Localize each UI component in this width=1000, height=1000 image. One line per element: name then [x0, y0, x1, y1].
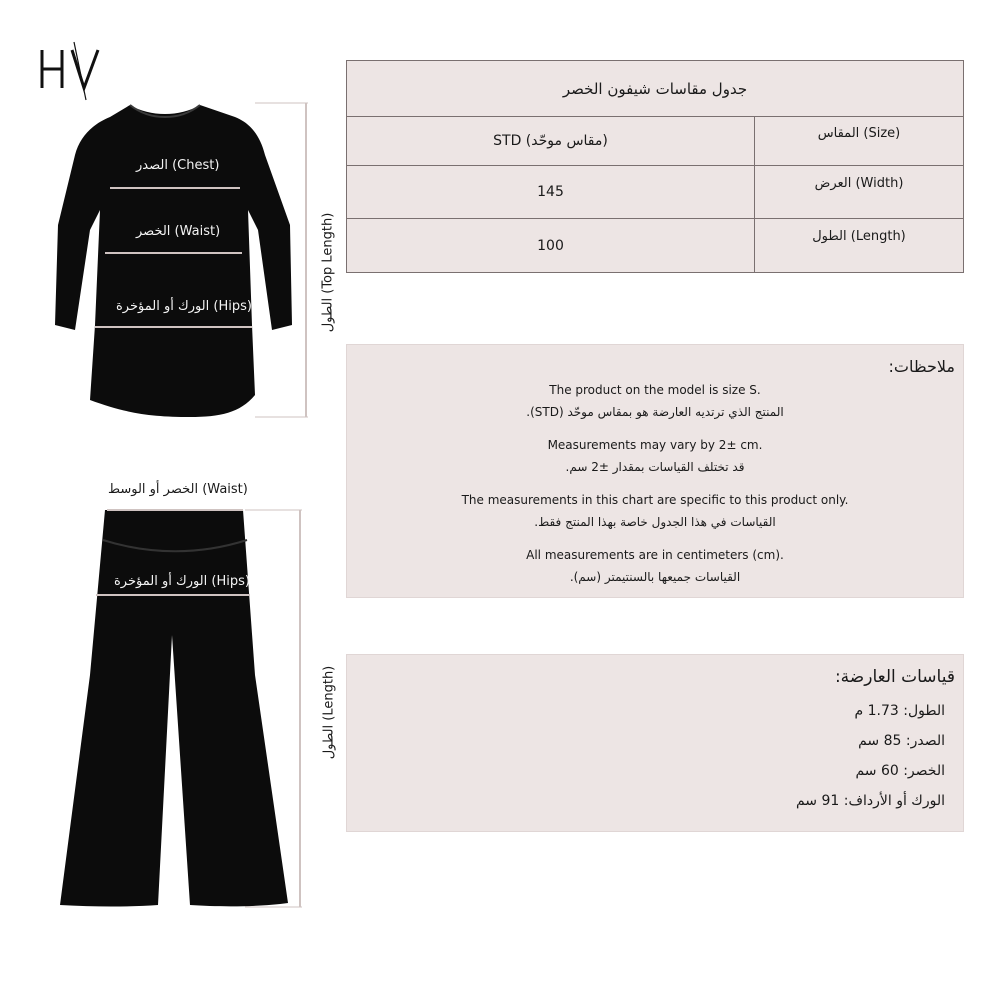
note-ar: القياسات في هذا الجدول خاصة بهذا المنتج فقط.: [534, 515, 776, 529]
pants-waist-label: الخصر أو الوسط (Waist): [108, 482, 248, 497]
notes-title: ملاحظات:: [888, 357, 955, 376]
hips-label: الورك أو المؤخرة (Hips): [116, 299, 252, 314]
brand-logo: [38, 40, 102, 102]
top-length-label: الطول (Top Length): [320, 212, 336, 333]
model-chest: الصدر: 85 سم: [858, 733, 945, 749]
size-label: المقاس (Size): [817, 126, 901, 141]
waist-label: الخصر (Waist): [136, 224, 221, 239]
size-value: STD (مقاس موحّد): [347, 116, 755, 165]
note-en: All measurements are in centimeters (cm).: [526, 548, 784, 562]
note-en: The product on the model is size S.: [549, 383, 761, 397]
size-table-title: جدول مقاسات شيفون الخصر: [347, 61, 963, 117]
pants-length-label: الطول (Length): [321, 665, 337, 760]
length-value: 100: [347, 219, 755, 272]
top-garment-diagram: [50, 95, 350, 425]
pants-garment-diagram: [50, 475, 350, 915]
chest-label: الصدر (Chest): [136, 158, 220, 173]
table-row: [347, 219, 963, 272]
table-row: [347, 116, 963, 166]
width-label: العرض (Width): [814, 176, 904, 191]
note-en: The measurements in this chart are specific to this product only.: [461, 493, 849, 507]
size-table: [346, 60, 964, 273]
top-garment-illustration: [50, 95, 350, 425]
width-value: 145: [347, 166, 755, 218]
model-measurements-panel: [346, 654, 964, 832]
note-ar: قد تختلف القياسات بمقدار ±2 سم.: [565, 460, 745, 474]
model-waist: الخصر: 60 سم: [855, 763, 945, 779]
note-ar: القياسات جميعها بالسنتيمتر (سم).: [569, 570, 741, 584]
length-label: الطول (Length): [812, 229, 906, 244]
model-height: الطول: 1.73 م: [854, 703, 945, 719]
note-en: Measurements may vary by 2± cm.: [547, 438, 763, 452]
model-title: قياسات العارضة:: [834, 667, 955, 687]
pants-illustration: [50, 475, 350, 915]
model-hips: الورك أو الأرداف: 91 سم: [795, 793, 945, 809]
note-ar: المنتج الذي ترتديه العارضة هو بمقاس موحّد (STD).: [526, 405, 784, 419]
notes-panel: [346, 344, 964, 598]
pants-hips-label: الورك أو المؤخرة (Hips): [114, 574, 250, 589]
table-row: [347, 166, 963, 219]
